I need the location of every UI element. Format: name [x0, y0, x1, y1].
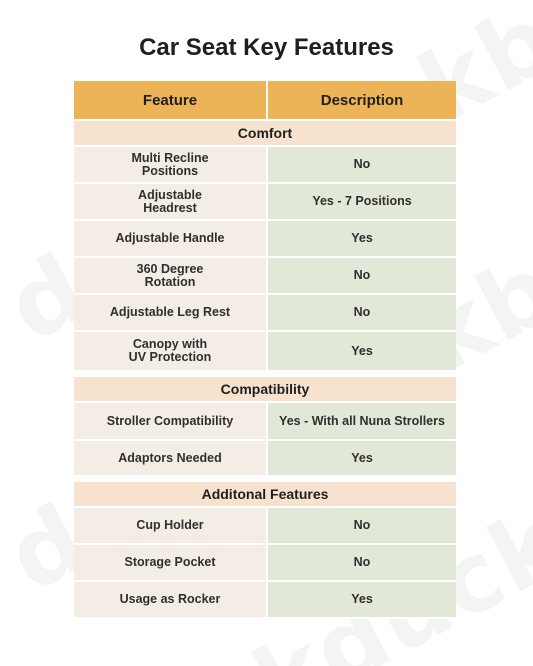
page-title: Car Seat Key Features [139, 34, 394, 61]
feature-column-header: Feature [74, 81, 268, 121]
feature-cell: Adjustable Headrest [74, 184, 268, 221]
section-row [74, 121, 456, 147]
table-row [74, 258, 456, 295]
table-row [74, 184, 456, 221]
description-cell: Yes [268, 221, 456, 258]
section-title-additional-features: Additonal Features [74, 482, 456, 508]
table-row [74, 147, 456, 184]
description-cell: Yes [268, 441, 456, 477]
feature-cell: Multi Recline Positions [74, 147, 268, 184]
feature-cell: Cup Holder [74, 508, 268, 545]
feature-cell: Canopy with UV Protection [74, 332, 268, 372]
description-cell: No [268, 545, 456, 582]
features-table [74, 81, 456, 619]
feature-cell: Usage as Rocker [74, 582, 268, 619]
description-cell: No [268, 147, 456, 184]
section-title-compatibility: Compatibility [74, 377, 456, 403]
description-cell: Yes - With all Nuna Strollers [268, 403, 456, 441]
table-row [74, 295, 456, 332]
feature-cell: Storage Pocket [74, 545, 268, 582]
table-row [74, 221, 456, 258]
section-row [74, 377, 456, 403]
feature-cell: Adjustable Leg Rest [74, 295, 268, 332]
description-cell: Yes - 7 Positions [268, 184, 456, 221]
table-row [74, 582, 456, 619]
section-row [74, 482, 456, 508]
header-row [74, 81, 456, 121]
table-row [74, 441, 456, 477]
feature-cell: Adjustable Handle [74, 221, 268, 258]
description-cell: No [268, 508, 456, 545]
feature-cell: Adaptors Needed [74, 441, 268, 477]
table-row [74, 545, 456, 582]
table-row [74, 332, 456, 372]
table-row [74, 403, 456, 441]
feature-cell: Stroller Compatibility [74, 403, 268, 441]
description-cell: No [268, 258, 456, 295]
table-row [74, 508, 456, 545]
section-title-comfort: Comfort [74, 121, 456, 147]
description-cell: No [268, 295, 456, 332]
feature-cell: 360 Degree Rotation [74, 258, 268, 295]
description-column-header: Description [268, 81, 456, 121]
description-cell: Yes [268, 582, 456, 619]
description-cell: Yes [268, 332, 456, 372]
